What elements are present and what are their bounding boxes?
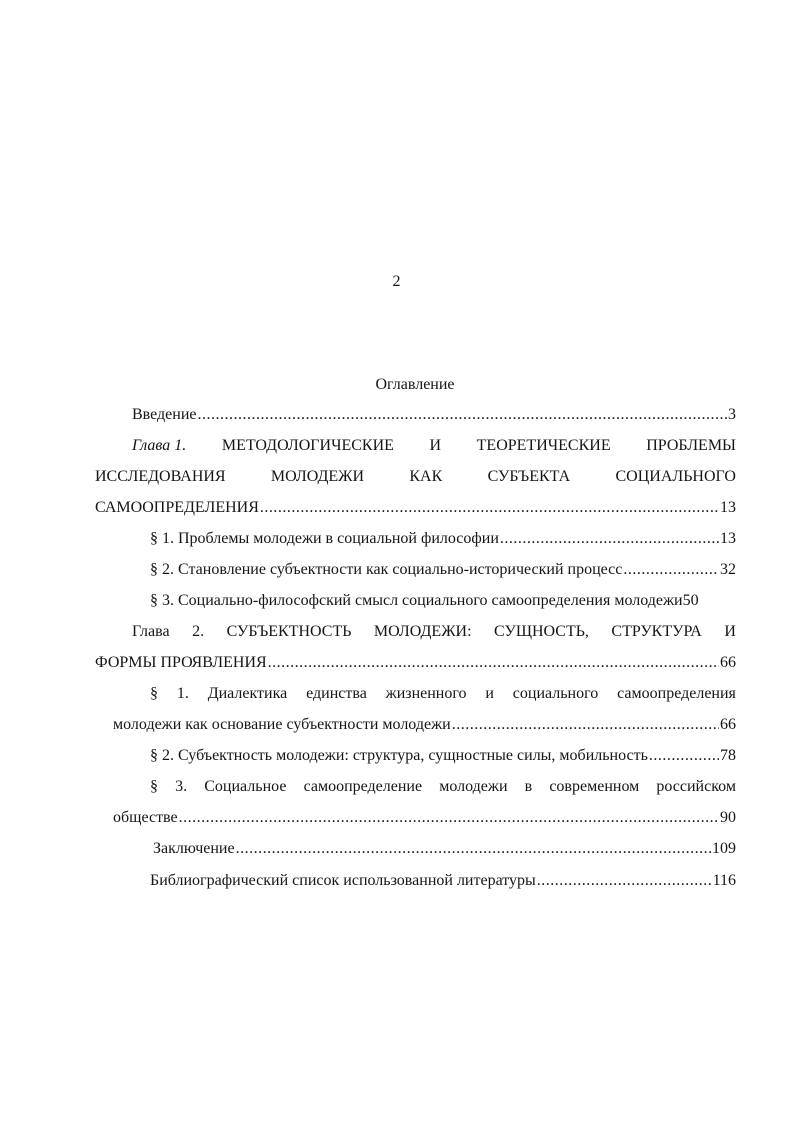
toc-entry-label: § 1. Проблемы молодежи в социальной философии bbox=[150, 530, 499, 547]
toc-entry-label: § 3. Социально-философский смысл социального самоопределения молодежи bbox=[150, 592, 683, 609]
dot-leader bbox=[452, 714, 719, 736]
toc-entry-label: § 2. Субъектность молодежи: структура, сущностные силы, мобильность bbox=[150, 747, 648, 764]
word: СОЦИАЛЬНОГО bbox=[615, 468, 736, 485]
word: СУЩНОСТЬ, bbox=[494, 623, 589, 640]
word: КАК bbox=[409, 468, 443, 485]
word: МЕТОДОЛОГИЧЕСКИЕ bbox=[221, 437, 394, 454]
dot-leader bbox=[198, 404, 728, 426]
word: СУБЪЕКТНОСТЬ bbox=[226, 623, 352, 640]
word: СТРУКТУРА bbox=[611, 623, 702, 640]
toc-entry-ch1-section2 bbox=[150, 559, 736, 581]
toc-entry-label: Заключение bbox=[153, 840, 235, 857]
word: МОЛОДЕЖИ bbox=[270, 468, 365, 485]
toc-entry-page: 66 bbox=[720, 716, 736, 733]
word: жизненного bbox=[385, 685, 467, 702]
toc-entry-chapter2-line1 bbox=[132, 621, 736, 643]
dot-leader bbox=[268, 652, 719, 674]
dot-leader bbox=[179, 807, 719, 829]
page-number: 2 bbox=[392, 273, 401, 290]
word: § bbox=[150, 778, 158, 795]
toc-entry-label: Введение bbox=[132, 406, 197, 423]
toc-entry-label: § 2. Становление субъектности как социально-исторический процесс bbox=[150, 561, 623, 578]
toc-entry-ch2-section3-line1 bbox=[150, 776, 736, 798]
toc-entry-page: 32 bbox=[720, 561, 736, 578]
word: самоопределения bbox=[617, 685, 736, 702]
dot-leader bbox=[537, 870, 712, 892]
toc-entry-page: 3 bbox=[728, 406, 736, 423]
word: социального bbox=[512, 685, 599, 702]
dot-leader bbox=[236, 838, 711, 860]
toc-title: Оглавление bbox=[375, 376, 455, 393]
word: и bbox=[485, 685, 494, 702]
dot-leader bbox=[260, 497, 719, 519]
word: И bbox=[429, 437, 442, 454]
word: современном bbox=[549, 778, 640, 795]
dot-leader bbox=[649, 745, 719, 767]
toc-entry-page: 116 bbox=[712, 872, 736, 889]
word: 1. bbox=[176, 685, 189, 702]
word: 2. bbox=[192, 623, 205, 640]
toc-entry-chapter2-line2 bbox=[95, 652, 736, 674]
toc-entry-page: 66 bbox=[720, 654, 736, 671]
toc-entry-label: Библиографический список использованной литературы bbox=[150, 872, 536, 889]
word: 3. bbox=[175, 778, 188, 795]
word: Глава bbox=[132, 623, 170, 640]
word: Диалектика bbox=[207, 685, 288, 702]
word: § bbox=[150, 685, 158, 702]
toc-entry-conclusion bbox=[153, 838, 736, 860]
toc-entry-label: ФОРМЫ ПРОЯВЛЕНИЯ bbox=[95, 654, 267, 671]
dot-leader bbox=[500, 528, 719, 550]
toc-entry-label: молодежи как основание субъектности молодежи bbox=[113, 716, 451, 733]
toc-entry-chapter1-line1 bbox=[132, 435, 736, 457]
toc-entry-ch1-section1 bbox=[150, 528, 736, 550]
word: российском bbox=[656, 778, 736, 795]
toc-entry-label: обществе bbox=[113, 809, 178, 826]
toc-entry-label: САМООПРЕДЕЛЕНИЯ bbox=[95, 499, 259, 516]
toc-entry-ch2-section1-line1 bbox=[150, 683, 736, 705]
toc-entry-page: 78 bbox=[720, 747, 736, 764]
toc-entry-page: 90 bbox=[720, 809, 736, 826]
toc-entry-ch2-section2 bbox=[150, 745, 736, 767]
toc-entry-ch2-section1-line2 bbox=[113, 714, 736, 736]
toc-entry-ch2-section3-line2 bbox=[113, 807, 736, 829]
toc-entry-ch1-section3 bbox=[150, 590, 740, 612]
toc-entry-chapter1-line3 bbox=[95, 497, 736, 519]
word: ПРОБЛЕМЫ bbox=[646, 437, 736, 454]
word: МОЛОДЕЖИ: bbox=[373, 623, 472, 640]
word: И bbox=[724, 623, 736, 640]
toc-entry-chapter1-line2 bbox=[95, 466, 736, 488]
word: ТЕОРЕТИЧЕСКИЕ bbox=[476, 437, 611, 454]
dot-leader bbox=[623, 559, 719, 581]
word: Социальное bbox=[204, 778, 287, 795]
word: СУБЪЕКТА bbox=[487, 468, 571, 485]
toc-entry-page: 13 bbox=[720, 530, 736, 547]
word: единства bbox=[306, 685, 367, 702]
word: ИССЛЕДОВАНИЯ bbox=[95, 468, 226, 485]
word: в bbox=[524, 778, 533, 795]
chapter-prefix: Глава 1. bbox=[132, 437, 187, 454]
toc-entry-bibliography bbox=[150, 870, 736, 892]
word: самоопределение bbox=[303, 778, 423, 795]
word: молодежи bbox=[439, 778, 508, 795]
toc-entry-intro bbox=[132, 404, 736, 426]
toc-entry-page: 50 bbox=[682, 592, 699, 609]
toc-entry-page: 13 bbox=[720, 499, 736, 516]
toc-entry-page: 109 bbox=[712, 840, 736, 857]
